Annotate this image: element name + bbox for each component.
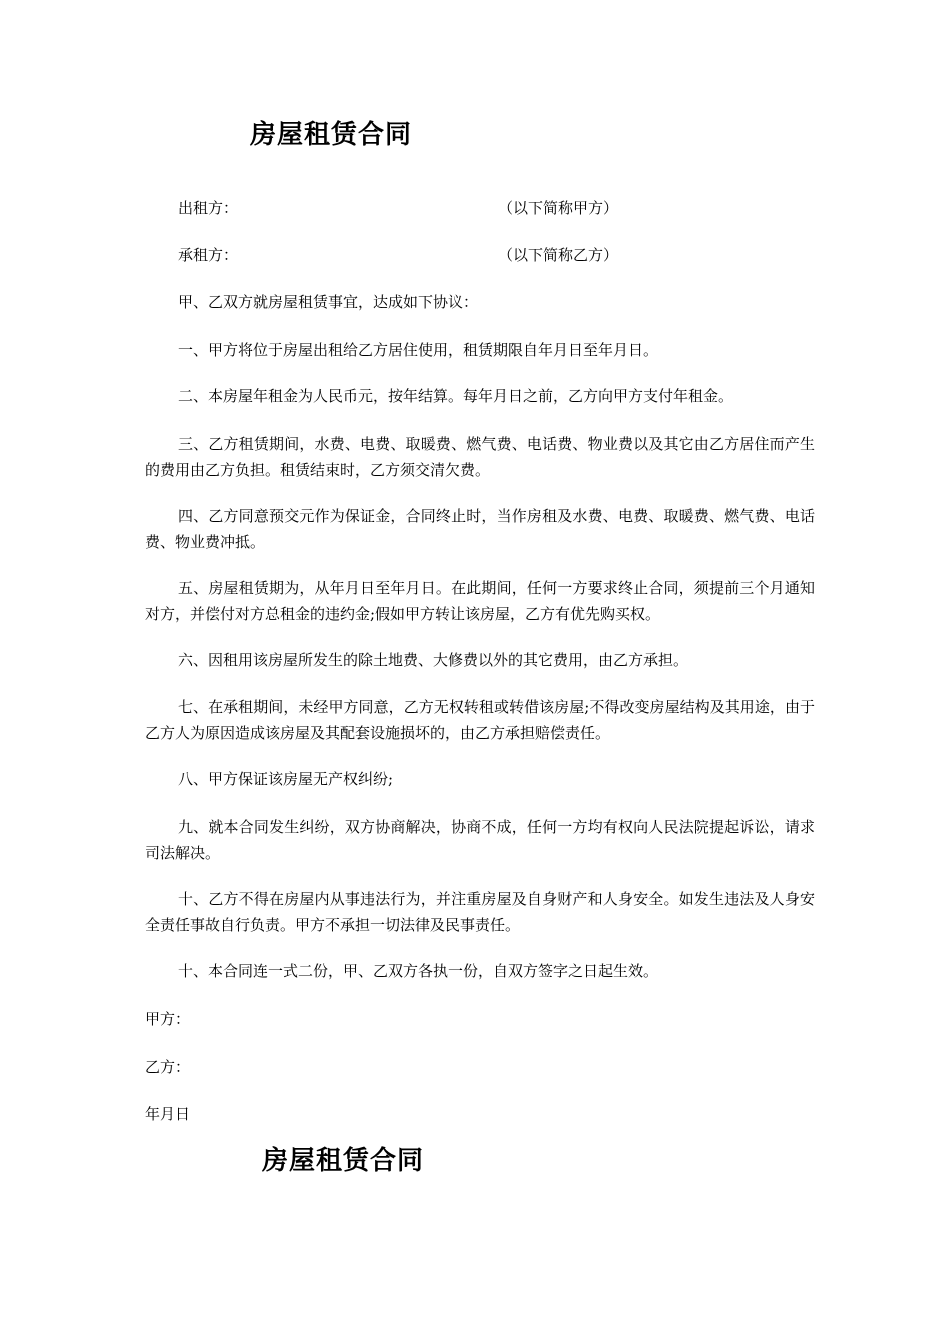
lessor-note: （以下简称甲方） [498,199,619,217]
next-contract-title: 房屋租赁合同 [262,1146,425,1176]
lessee-label: 承租方： [178,246,239,264]
clause-6: 六、因租用该房屋所发生的除土地费、大修费以外的其它费用，由乙方承担。 [178,651,689,669]
signature-date: 年月日 [145,1105,191,1123]
signature-party-a: 甲方： [145,1010,191,1028]
clause-8: 八、甲方保证该房屋无产权纠纷; [178,770,394,788]
signature-party-b: 乙方： [145,1058,191,1076]
intro-text: 甲、乙双方就房屋租赁事宜，达成如下协议： [178,293,479,311]
clause-11: 十、本合同连一式二份，甲、乙双方各执一份，自双方签字之日起生效。 [178,962,659,980]
clause-5: 五、房屋租赁期为，从年月日至年月日。在此期间，任何一方要求终止合同，须提前三个月通知对方，并偿付对方总租金的违约金;假如甲方转让该房屋，乙方有优先购买权。 [145,579,815,623]
clause-4: 四、乙方同意预交元作为保证金，合同终止时，当作房租及水费、电费、取暖费、燃气费、电话费、物业费冲抵。 [145,507,815,551]
lessee-note: （以下简称乙方） [498,246,619,264]
clause-2: 二、本房屋年租金为人民币元，按年结算。每年月日之前，乙方向甲方支付年租金。 [178,387,734,405]
clause-7: 七、在承租期间，未经甲方同意，乙方无权转租或转借该房屋;不得改变房屋结构及其用途，由于乙方人为原因造成该房屋及其配套设施损坏的，由乙方承担赔偿责任。 [145,698,815,742]
clause-9: 九、就本合同发生纠纷，双方协商解决，协商不成，任何一方均有权向人民法院提起诉讼，请求司法解决。 [145,818,815,862]
lessor-label: 出租方： [178,199,239,217]
contract-title: 房屋租赁合同 [250,120,413,150]
clause-10: 十、乙方不得在房屋内从事违法行为，并注重房屋及自身财产和人身安全。如发生违法及人身安全责任事故自行负责。甲方不承担一切法律及民事责任。 [145,890,815,934]
clause-3: 三、乙方租赁期间，水费、电费、取暖费、燃气费、电话费、物业费以及其它由乙方居住而产生的费用由乙方负担。租赁结束时，乙方须交清欠费。 [145,435,815,479]
clause-1: 一、甲方将位于房屋出租给乙方居住使用，租赁期限自年月日至年月日。 [178,341,659,359]
